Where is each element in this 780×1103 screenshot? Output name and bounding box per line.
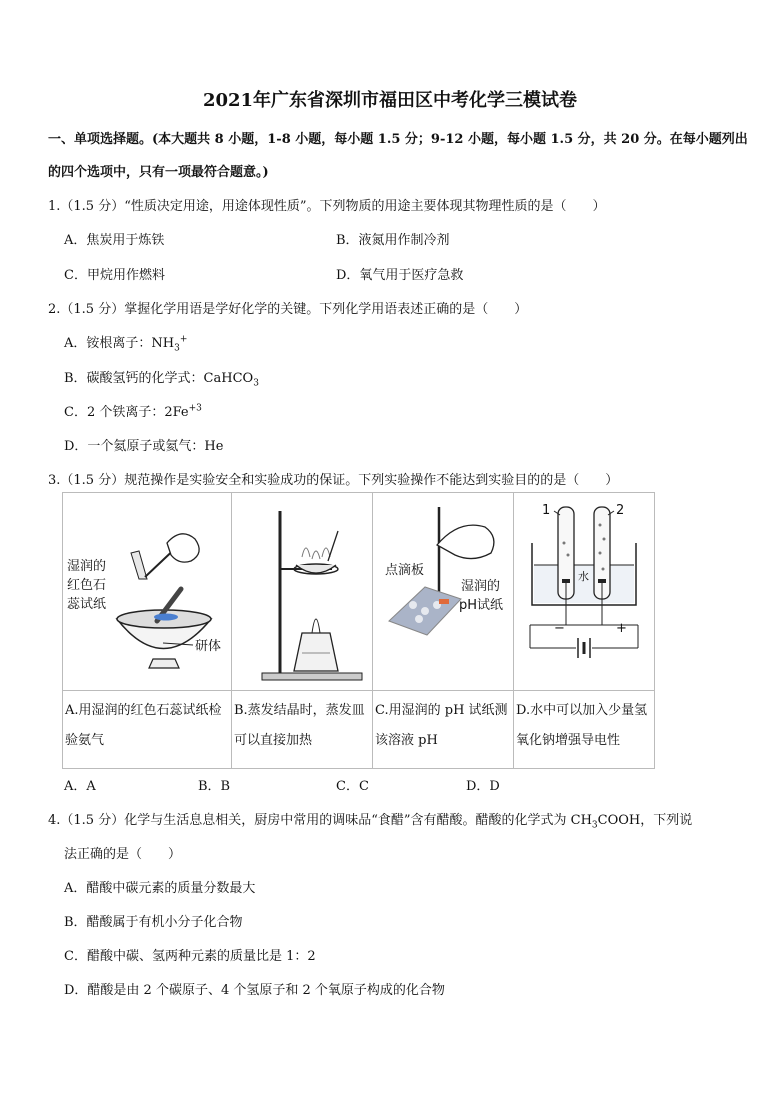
q1-option-c: C．甲烷用作燃料 xyxy=(64,268,165,283)
label-wet-ph-2: pH试纸 xyxy=(459,598,504,613)
q1-option-a: A．焦炭用于炼铁 xyxy=(64,233,165,248)
label-tube-1: 1 xyxy=(542,503,551,518)
page-title: 2021年广东省深圳市福田区中考化学三模试卷 xyxy=(202,90,578,111)
q4-option-b: B．醋酸属于有机小分子化合物 xyxy=(64,915,243,930)
q3-option-a: A．A xyxy=(64,779,96,794)
q4-option-d: D．醋酸是由 2 个碳原子、4 个氢原子和 2 个氧原子构成的化合物 xyxy=(64,983,445,998)
q3-figure-table xyxy=(62,492,655,769)
label-mortar: 研体 xyxy=(195,639,222,654)
q1-stem: 1.（1.5 分）“性质决定用途，用途体现性质”。下列物质的用途主要体现其物理性质的是（ ） xyxy=(48,199,606,214)
q3-caption-c: C.用湿润的 pH 试纸测该溶液 pH xyxy=(373,691,514,769)
evaporation-stand-illustration xyxy=(232,493,372,690)
q3-caption-a: A.用湿润的红色石蕊试纸检验氨气 xyxy=(63,691,232,769)
electrolysis-illustration xyxy=(514,493,654,690)
q3-image-a xyxy=(63,493,232,691)
q2-stem: 2.（1.5 分）掌握化学用语是学好化学的关键。下列化学用语表述正确的是（ ） xyxy=(48,302,528,317)
q2-option-d: D．一个氦原子或氦气：He xyxy=(64,439,224,454)
label-wet-litmus-2: 红色石 xyxy=(67,578,107,593)
q3-image-b xyxy=(232,493,373,691)
q3-image-d xyxy=(514,493,655,691)
q3-caption-b: B.蒸发结晶时，蒸发皿可以直接加热 xyxy=(232,691,373,769)
q1-option-d: D．氧气用于医疗急救 xyxy=(336,268,464,283)
q4-stem-line1: 4.（1.5 分）化学与生活息息相关，厨房中常用的调味品“食醋”含有醋酸。醋酸的化学式为 $CH_3COOH$，下列说 xyxy=(48,813,693,831)
q2-option-b: B．碳酸氢钙的化学式：CaHCO$_3$ xyxy=(64,371,259,389)
q3-caption-d: D.水中可以加入少量氢氧化钠增强导电性 xyxy=(514,691,655,769)
section-header-line2: 的四个选项中，只有一项最符合题意。) xyxy=(48,165,269,180)
q1-option-b: B．液氮用作制冷剂 xyxy=(336,233,450,248)
q3-stem: 3.（1.5 分）规范操作是实验安全和实验成功的保证。下列实验操作不能达到实验目的的是（ ） xyxy=(48,473,619,488)
q2-option-a: A．铵根离子：$NH_3^+$ xyxy=(64,334,188,354)
q3-option-d: D．D xyxy=(466,779,500,794)
label-wet-litmus-3: 蕊试纸 xyxy=(67,597,107,612)
q2-option-c: C．2 个铁离子：$2Fe^{+3}$ xyxy=(64,403,202,420)
label-water: 水 xyxy=(578,570,589,583)
label-wet-ph-1: 湿润的 xyxy=(461,579,501,594)
label-spot-plate: 点滴板 xyxy=(385,563,425,578)
label-plus: + xyxy=(616,621,627,636)
q4-option-a: A．醋酸中碳元素的质量分数最大 xyxy=(64,881,256,896)
label-minus: − xyxy=(554,621,565,636)
q3-option-b: B．B xyxy=(198,779,231,794)
section-header-line1: 一、单项选择题。(本大题共 8 小题，1-8 小题，每小题 1.5 分；9-12 小题，每小题 1.5 分，共 20 分。在每小题列出 xyxy=(48,132,748,147)
label-tube-2: 2 xyxy=(616,503,625,518)
q4-option-c: C．醋酸中碳、氢两种元素的质量比是 1：2 xyxy=(64,949,316,964)
q3-image-c xyxy=(373,493,514,691)
q3-option-c: C．C xyxy=(336,779,369,794)
q4-stem-line2: 法正确的是（ ） xyxy=(64,847,182,862)
label-wet-litmus-1: 湿润的 xyxy=(67,559,107,574)
